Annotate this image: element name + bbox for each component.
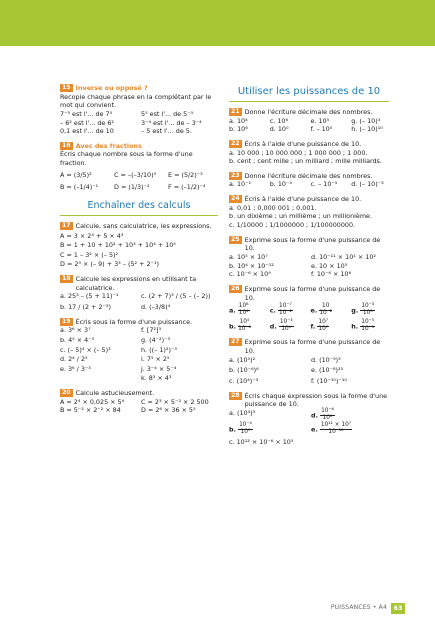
list-item: b. (10⁻⁶)⁶ — [229, 366, 259, 375]
list-item: c. (– 5)⁴ × (– 5)³ — [60, 345, 111, 354]
list-item: c. 10⁻⁶ × 10⁹ — [229, 270, 271, 279]
item-a: a. (10⁴)³ — [229, 408, 256, 417]
list-item: b. 10⁻⁴ — [269, 180, 292, 189]
exercise-20 — [60, 389, 218, 415]
list-item: i. 7⁵ × 2⁵ — [141, 355, 170, 364]
item-b: – 6² est l'... de 6² — [60, 118, 114, 127]
list-item: d. 10⁻¹¹ × 10¹ × 10² — [311, 252, 376, 261]
item-c: c. 1/10000 ; 1/1000000 ; 1/100000000. — [229, 221, 356, 230]
expr-D: D = (1/3)⁻² — [114, 183, 150, 192]
item-b: b. un dixième ; un millième ; un millionième. — [229, 212, 373, 221]
instruction: Écris sous la forme d'une puissance. — [75, 317, 193, 326]
list-item: f. (10⁻¹⁰)⁻¹⁰ — [311, 376, 347, 385]
expr-C: C = 1 – 3² × (– 5)² — [60, 250, 119, 259]
list-item: e. 10 × 10⁵ — [311, 261, 348, 270]
exercise-number: 19 — [62, 317, 71, 325]
page-number: 63 — [391, 603, 405, 614]
item-b: b. cent ; cent mille ; un milliard ; mille milliards. — [229, 157, 382, 166]
expr-E: E = (5/2)⁻³ — [168, 170, 203, 179]
list-item: e. (10⁻⁸)²⁵ — [311, 366, 344, 375]
expr-D: D = 2⁶ × 36 × 5⁵ — [141, 406, 196, 415]
fraction-item: d. $\frac{\text{10⁻³}}{\text{10⁹}}$ — [269, 318, 293, 332]
exercise-title: Avec des fractions — [75, 141, 142, 150]
list-item: a. 10⁻¹ — [229, 180, 252, 189]
instruction: Écris chaque nombre sous la forme d'une fraction. — [60, 150, 193, 168]
chapter-label: PUISSANCES • A4 — [330, 604, 387, 612]
list-item: b. 10⁶ — [229, 125, 248, 134]
fraction-item: h. $\frac{\text{10⁻⁵}}{\text{10⁻⁵}}$ — [351, 318, 375, 332]
expr-F: F = (–1/2)⁻⁴ — [168, 183, 206, 192]
exercise-number: 22 — [231, 139, 240, 147]
exercise-number: 17 — [62, 221, 71, 229]
exercise-22 — [229, 140, 389, 166]
right-column — [229, 86, 389, 453]
fraction-item: a. $\frac{\text{10⁸}}{\text{10⁴}}$ — [229, 303, 249, 316]
list-item: f. [7²]³ — [141, 326, 162, 335]
expr-b: b. 17 / (2 + 2⁻³) — [60, 302, 111, 311]
section-title-enchainer: Enchaîner des calculs — [60, 200, 218, 216]
list-item: f. 10⁻⁶ × 10⁶ — [311, 270, 352, 279]
item-d: 5⁵ est l'... de 5⁻⁵ — [141, 109, 194, 118]
exercise-21 — [229, 108, 389, 134]
instruction: Écris à l'aide d'une puissance de 10. — [244, 139, 362, 148]
list-item: e. 3⁶ / 3⁻³ — [60, 364, 91, 373]
list-item: h. (– 10)¹⁰ — [351, 125, 383, 134]
item-e: e. $\frac{\text{10¹¹ × 10⁷}}{\text{10⁻¹⁶}}$ — [311, 422, 352, 436]
expr-C: C = 2³ × 5⁻³ × 2 500 — [141, 397, 209, 406]
exercise-number: 23 — [231, 171, 240, 179]
list-item: c. – 10⁻⁵ — [310, 180, 338, 189]
expr-A: A = (3/5)² — [60, 170, 92, 179]
exercise-number: 24 — [231, 195, 240, 203]
item-c: c. 10¹² × 10⁻⁶ × 10⁵ — [229, 438, 294, 447]
expr-B: B = 5⁻² × 2⁻² × 84 — [60, 406, 121, 415]
list-item: k. 8³ × 4³ — [141, 374, 172, 383]
list-item: c. 10⁶ — [269, 116, 289, 125]
instruction: Donne l'écriture décimale des nombres. — [244, 108, 373, 116]
exercise-23 — [229, 172, 389, 189]
expr-D: D = 2³ × (– 9) + 3³ – (5² + 2⁻¹) — [60, 260, 159, 269]
list-item: b. 10⁴ × 10⁻¹² — [229, 261, 274, 270]
page-footer — [331, 603, 405, 614]
expr-A: A = 3 × 2⁴ + 5 × 4³ — [60, 231, 124, 240]
exercise-number: 15 — [62, 84, 71, 91]
item-d: d. $\frac{\text{10⁻⁶}}{\text{10⁸}}$ — [311, 407, 334, 421]
expr-B: B = 1 + 10 + 10² + 10³ + 10⁴ + 10⁵ — [60, 241, 176, 250]
list-item: h. ((– 1)²)⁻³ — [141, 345, 177, 354]
list-item: g. (– 10)³ — [351, 116, 381, 125]
expr-d: d. (–3/8)⁴ — [141, 302, 171, 311]
left-column — [60, 84, 218, 421]
exercise-17 — [60, 222, 218, 269]
item-f: – 5 est l'... de 5. — [141, 127, 192, 136]
instruction: Calcule, sans calculatrice, les expressions. — [75, 221, 212, 230]
exercise-number: 21 — [231, 108, 240, 115]
exercise-number: 20 — [62, 389, 71, 397]
exercise-27 — [229, 338, 389, 385]
exercise-28 — [229, 392, 389, 447]
instruction: Exprime sous la forme d'une puissance de 10. — [244, 284, 381, 302]
list-item: a. (10⁵)² — [229, 355, 256, 364]
top-color-band — [0, 0, 435, 46]
item-b: b. $\frac{\text{10⁻⁴}}{\text{10⁹}}$ — [229, 422, 252, 436]
instruction: Recopie chaque phrase en la complétant par le mot qui convient. — [60, 92, 212, 110]
list-item: d. 10⁰ — [269, 125, 289, 134]
exercise-number: 27 — [231, 338, 240, 346]
exercise-26 — [229, 285, 389, 332]
item-a: a. 0,01 ; 0,000 001 ; 0,001. — [229, 203, 317, 212]
fraction-item: g. $\frac{\text{10⁻³}}{\text{10⁵}}$ — [351, 303, 375, 316]
exercise-number: 28 — [231, 391, 240, 399]
expr-a: a. 25³ – (5 + 11)⁻¹ — [60, 292, 119, 301]
exercise-15 — [60, 84, 218, 136]
exercise-number: 18 — [62, 275, 71, 283]
list-item: b. 4⁵ × 4⁻⁵ — [60, 335, 95, 344]
expr-B: B = (–1/4)⁻¹ — [60, 183, 99, 192]
expr-A: A = 2⁴ × 0,025 × 5⁴ — [60, 397, 125, 406]
instruction: Calcule les expressions en utilisant ta calculatrice. — [75, 275, 197, 292]
list-item: a. 10⁴ — [229, 116, 248, 125]
list-item: d. (– 10)⁻³ — [351, 180, 384, 189]
section-title-puissances-10: Utiliser les puissances de 10 — [229, 86, 389, 102]
instruction: Écris chaque expression sous la forme d'une puissance de 10. — [244, 391, 388, 409]
exercise-title: Inverse ou opposé ? — [75, 84, 148, 92]
list-item: e. 10⁵ — [310, 116, 330, 125]
exercise-19 — [60, 318, 218, 383]
expr-C: C = –(–3/10)⁵ — [114, 170, 157, 179]
exercise-25 — [229, 236, 389, 279]
instruction: Écris à l'aide d'une puissance de 10. — [244, 195, 362, 204]
list-item: d. (10⁻⁹)³ — [311, 355, 341, 364]
item-a: a. 10 000 ; 10 000 000 ; 1 000 000 ; 1 000. — [229, 148, 368, 157]
list-item — [60, 374, 137, 383]
instruction: Exprime sous la forme d'une puissance de 10. — [244, 235, 381, 253]
list-item: j. 3⁻⁴ × 5⁻⁴ — [141, 364, 177, 373]
exercise-number: 16 — [62, 141, 71, 149]
list-item: a. 10⁵ × 10⁷ — [229, 252, 268, 261]
fraction-item: c. $\frac{\text{10⁻⁷}}{\text{10⁻²}}$ — [269, 303, 292, 316]
exercise-number: 25 — [231, 235, 240, 243]
exercise-16 — [60, 142, 218, 192]
list-item: c. (10⁴)⁻³ — [229, 376, 259, 385]
item-e: 3⁻⁴ est l'... de – 3⁻⁴ — [141, 118, 202, 127]
exercise-18 — [60, 275, 218, 312]
list-item: f. – 10⁰ — [310, 125, 333, 134]
list-item: d. 2⁴ / 2⁵ — [60, 355, 88, 364]
instruction: Calcule astucieusement. — [75, 389, 155, 398]
fraction-item: e. $\frac{10}{\text{10⁻²}}$ — [310, 303, 333, 316]
expr-c: c. (2 + 7)³ / (5 – (– 2)) — [141, 292, 211, 301]
exercise-24 — [229, 195, 389, 230]
list-item: g. (4⁻²)⁻³ — [141, 335, 171, 344]
exercise-number: 26 — [231, 284, 240, 292]
fraction-item: f. $\frac{\text{10⁷}}{\text{10⁷}}$ — [310, 318, 329, 332]
instruction: Donne l'écriture décimale des nombres. — [244, 171, 373, 180]
item-c: 0,1 est l'... de 10 — [60, 127, 114, 136]
list-item: a. 3⁶ × 3⁷ — [60, 326, 91, 335]
instruction: Exprime sous la forme d'une puissance de 10. — [244, 338, 381, 355]
fraction-item: b. $\frac{\text{10⁵}}{\text{10⁻⁴}}$ — [229, 318, 251, 332]
item-a: 7⁻⁵ est l'... de 7⁵ — [60, 109, 113, 118]
